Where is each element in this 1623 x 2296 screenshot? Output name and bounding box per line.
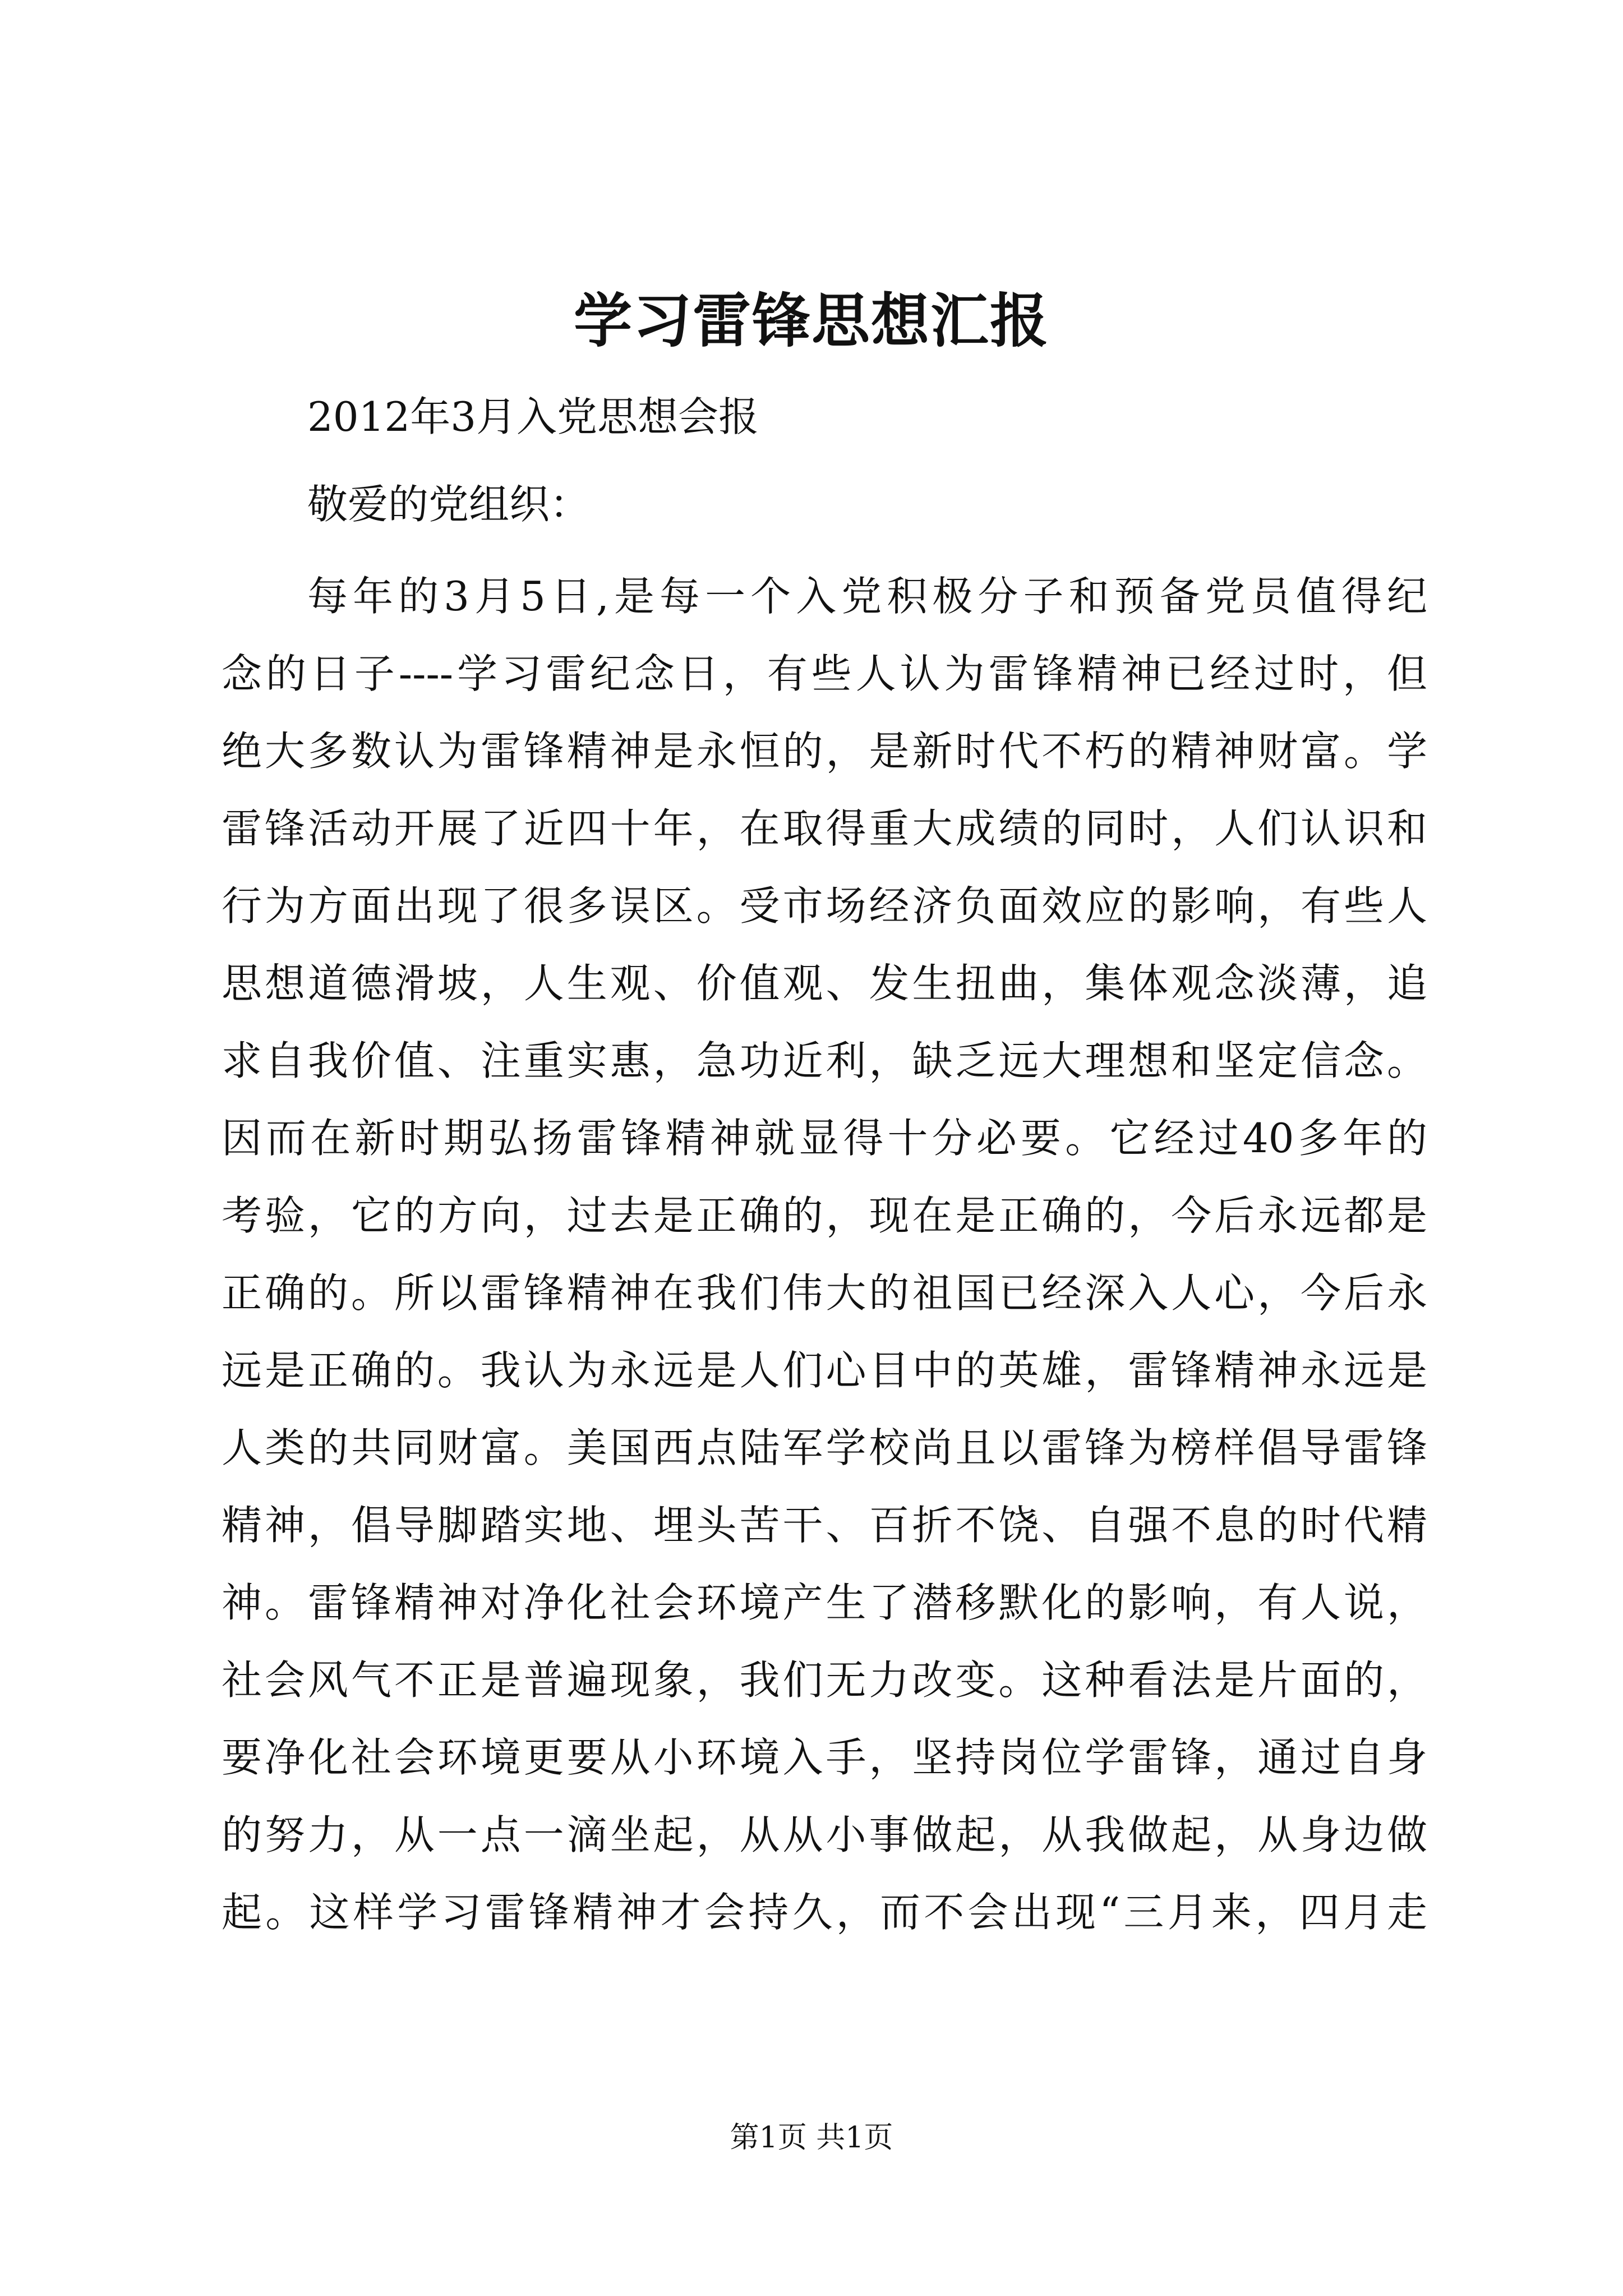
document-title: 学习雷锋思想汇报 bbox=[573, 286, 1049, 355]
body-line: 人类的共同财富。美国西点陆军学校尚且以雷锋为榜样倡导雷锋 bbox=[222, 1424, 1427, 1471]
body-line: 求自我价值、注重实惠，急功近利，缺乏远大理想和坚定信念。 bbox=[222, 1037, 1427, 1084]
body-line: 考验，它的方向，过去是正确的，现在是正确的，今后永远都是 bbox=[222, 1192, 1427, 1239]
body-line: 念的日子----学习雷纪念日，有些人认为雷锋精神已经过时，但 bbox=[222, 650, 1427, 697]
body-line: 的努力，从一点一滴坐起，从从小事做起，从我做起，从身边做 bbox=[222, 1811, 1427, 1858]
body-paragraph bbox=[222, 558, 1427, 1951]
body-line: 因而在新时期弘扬雷锋精神就显得十分必要。它经过40多年的 bbox=[222, 1115, 1427, 1162]
body-line: 神。雷锋精神对净化社会环境产生了潜移默化的影响，有人说， bbox=[222, 1579, 1427, 1626]
body-line: 行为方面出现了很多误区。受市场经济负面效应的影响，有些人 bbox=[222, 882, 1427, 930]
date-line: 2012年3月入党思想会报 bbox=[307, 393, 759, 440]
body-line: 思想道德滑坡，人生观、价值观、发生扭曲，集体观念淡薄，追 bbox=[222, 960, 1427, 1007]
body-line: 远是正确的。我认为永远是人们心目中的英雄，雷锋精神永远是 bbox=[222, 1347, 1427, 1394]
body-line: 精神，倡导脚踏实地、埋头苦干、百折不饶、自强不息的时代精 bbox=[222, 1502, 1427, 1549]
page-number-footer: 第1页 共1页 bbox=[730, 2121, 893, 2155]
body-line: 绝大多数认为雷锋精神是永恒的，是新时代不朽的精神财富。学 bbox=[222, 728, 1427, 775]
body-line: 起。这样学习雷锋精神才会持久，而不会出现“三月来，四月走 bbox=[222, 1889, 1427, 1936]
body-line: 正确的。所以雷锋精神在我们伟大的祖国已经深入人心，今后永 bbox=[222, 1269, 1427, 1317]
body-line: 要净化社会环境更要从小环境入手，坚持岗位学雷锋，通过自身 bbox=[222, 1734, 1427, 1781]
body-line: 每年的3月5日,是每一个入党积极分子和预备党员值得纪 bbox=[307, 573, 1427, 620]
salutation: 敬爱的党组织： bbox=[307, 481, 591, 528]
body-line: 雷锋活动开展了近四十年，在取得重大成绩的同时，人们认识和 bbox=[222, 805, 1427, 852]
body-line: 社会风气不正是普遍现象，我们无力改变。这种看法是片面的， bbox=[222, 1657, 1427, 1704]
